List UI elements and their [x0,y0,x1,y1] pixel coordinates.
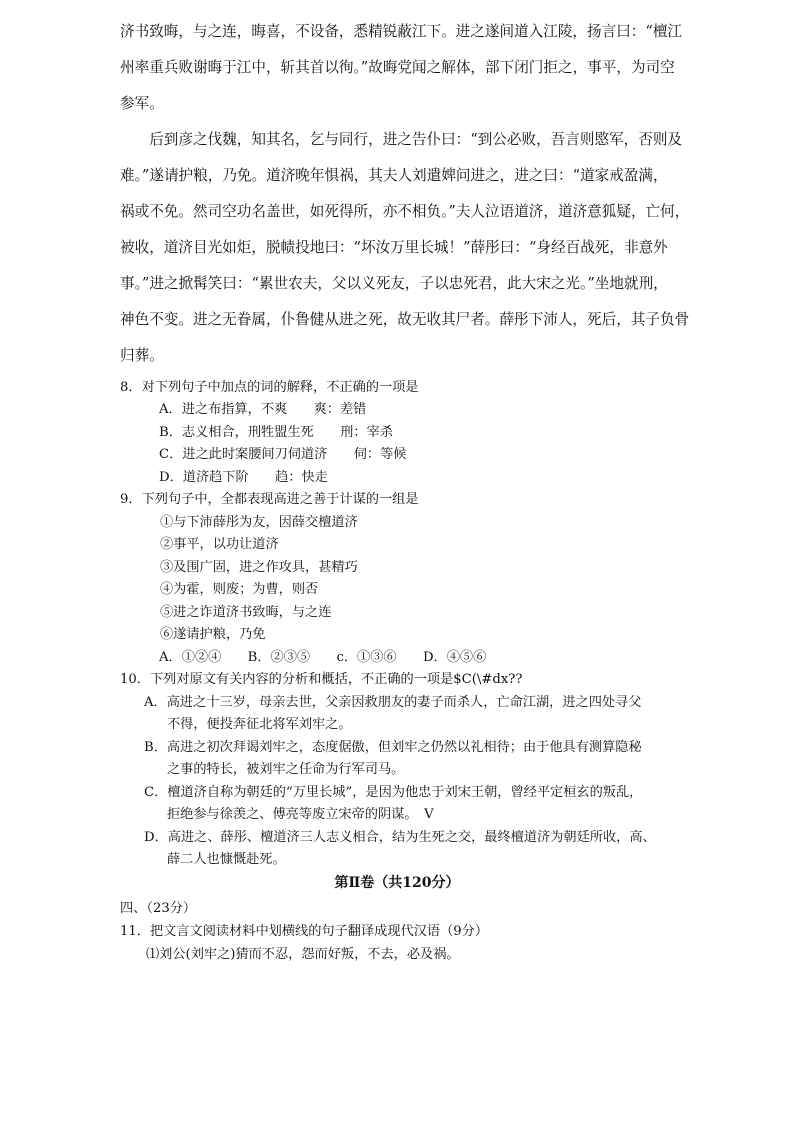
passage-line: 被收，道济目光如炬，脱帻投地曰：“坏汝万里长城！”薛彤曰：“身经百战死，非意外 [120,239,668,256]
question-10-option-c: C．檀道济自称为朝廷的“万里长城”，是因为他忠于刘宋王朝，曾经平定桓玄的叛乱， [144,785,643,800]
question-9-item: ③及围广固，进之作攻具，甚精巧 [160,560,358,575]
question-8-option-c: C．进之此时案腰间刀伺道济 伺：等候 [159,447,407,462]
question-9-item: ④为霍，则废；为曹，则否 [160,582,319,597]
question-11-sub-1: ⑴刘公(刘牢之)猜而不忍，怨而好叛，不去，必及祸。 [146,947,460,962]
passage-line: 参军。 [120,95,164,112]
passage-line: 神色不变。进之无眷属，仆鲁健从进之死，故无收其尸者。薛彤下沛人，死后，其子负骨 [120,311,690,328]
passage-line: 事。”进之掀髯笑曰：“累世农夫，父以义死友，子以忠死君，此大宋之光。”坐地就刑， [120,275,668,292]
passage-line: 济书致晦，与之连，晦喜，不设备，悉精锐蔽江下。进之遂间道入江陵，扬言曰：“檀江 [120,23,683,40]
question-10-option-a: A．高进之十三岁，母亲去世，父亲因救朋友的妻子而杀人，亡命江湖，进之四处寻父 [144,695,642,710]
passage-line: 难。”遂请护粮，乃免。道济晚年惧祸，其夫人刘遣婢问进之，进之曰：“道家戒盈满， [120,167,668,184]
question-9-item: ⑥遂请护粮，乃免 [160,627,266,642]
question-9-stem: 9．下列句子中，全都表现高进之善于计谋的一组是 [120,492,419,507]
question-9-item: ①与下沛薛彤为友，因薛交檀道济 [160,515,358,530]
question-8-option-b: B．志义相合，刑牲盟生死 刑：宰杀 [159,425,393,440]
question-8-option-d: D．道济趋下阶 趋：快走 [159,470,328,485]
question-8-option-a: A．进之布指算，不爽 爽：差错 [159,402,367,417]
question-9-answers: A．①②④ B．②③⑤ c．①③⑥ D．④⑤⑥ [159,650,487,665]
question-11-stem: 11．把文言文阅读材料中划横线的句子翻译成现代汉语（9分） [120,924,489,939]
question-10-option-d-cont: 薛二人也慷慨赴死。 [167,852,286,867]
part-2-title: 第Ⅱ卷（共120分） [334,875,460,891]
passage-line: 祸或不免。然司空功名盖世，如死得所，亦不相负。”夫人泣语道济，道济意狐疑，亡何， [120,203,690,220]
question-10-option-a-cont: 不得，便投奔征北将军刘牢之。 [167,717,352,732]
passage-line: 州率重兵败谢晦于江中，斩其首以徇。”故晦党闻之解体，部下闭门拒之，事平，为司空 [120,59,675,76]
question-9-item: ②事平，以功让道济 [160,537,279,552]
section-4-heading: 四、（23分） [120,901,197,916]
question-8-stem: 8．对下列句子中加点的词的解释，不正确的一项是 [120,380,419,395]
passage-line: 后到彦之伐魏，知其名，乞与同行，进之告仆曰：“到公必败，吾言则愍军，否则及 [120,131,683,148]
question-9-item: ⑤进之诈道济书致晦，与之连 [160,605,332,620]
question-10-stem: 10．下列对原文有关内容的分析和概括，不正确的一项是$C(\#dx?? [120,672,523,687]
question-10-option-b: B．高进之初次拜谒刘牢之，态度倨傲，但刘牢之仍然以礼相待；由于他具有测算隐秘 [144,740,642,755]
passage-line: 归葬。 [120,347,164,364]
question-10-option-d: D．高进之、薛彤、檀道济三人志义相合，结为生死之交，最终檀道济为朝廷所收，高、 [144,830,656,845]
question-10-option-c-cont: 拒绝参与徐羡之、傅亮等废立宋帝的阴谋。 V [167,807,434,822]
question-10-option-b-cont: 之事的特长，被刘牢之任命为行军司马。 [167,762,405,777]
